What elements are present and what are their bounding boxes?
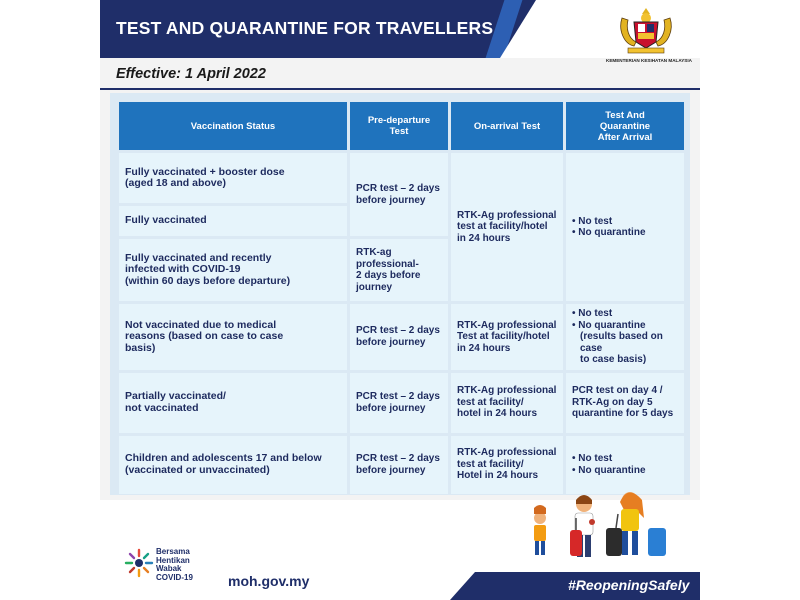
website-link[interactable]: moh.gov.my bbox=[228, 573, 310, 589]
pre-departure-cell bbox=[350, 436, 448, 494]
header-after-arrival bbox=[566, 102, 684, 150]
logo-line: Hentikan bbox=[156, 555, 190, 565]
ministry-label: KEMENTERIAN KESIHATAN MALAYSIA bbox=[606, 58, 692, 63]
status-cell bbox=[119, 436, 347, 494]
after-line: RTK-Ag on day 5 bbox=[572, 396, 653, 408]
arrival-line: RTK-Ag professional bbox=[457, 385, 557, 397]
pre-line: before journey bbox=[356, 336, 426, 348]
status-line: (aged 18 and above) bbox=[125, 177, 226, 189]
logo-line: Bersama bbox=[156, 547, 190, 556]
after-arrival-cell bbox=[566, 153, 684, 301]
pre-line: professional- bbox=[356, 258, 419, 270]
header-after-line: After Arrival bbox=[597, 131, 653, 143]
campaign-logo-text bbox=[156, 548, 226, 582]
travellers-illustration bbox=[520, 470, 690, 570]
after-line: • No test bbox=[572, 453, 678, 465]
after-line: • No test bbox=[572, 308, 678, 320]
table-row bbox=[119, 304, 684, 370]
header-vaccination-status: Vaccination Status bbox=[119, 102, 347, 150]
arrival-line: in 24 hours bbox=[457, 232, 511, 244]
arrival-line: in 24 hours bbox=[457, 342, 511, 354]
logo-line: COVID-19 bbox=[156, 572, 193, 582]
status-line: Fully vaccinated and recently bbox=[125, 251, 272, 264]
table-header-row bbox=[119, 102, 684, 150]
on-arrival-cell bbox=[451, 373, 563, 433]
after-line: quarantine for 5 days bbox=[572, 408, 674, 420]
after-line: • No quarantine bbox=[572, 320, 678, 332]
pre-line: PCR test – 2 days bbox=[356, 325, 440, 337]
after-arrival-cell bbox=[566, 373, 684, 433]
status-line: (vaccinated or unvaccinated) bbox=[125, 463, 270, 476]
status-line: not vaccinated bbox=[125, 401, 199, 414]
logo-line: Wabak bbox=[156, 564, 182, 573]
pre-line: before journey bbox=[356, 464, 426, 476]
poster bbox=[100, 0, 700, 600]
divider bbox=[100, 88, 700, 90]
status-line: (within 60 days before departure) bbox=[125, 274, 291, 287]
arrival-line: RTK-Ag professional bbox=[457, 319, 557, 331]
status-line: Not vaccinated due to medical bbox=[125, 318, 277, 331]
header-after-line: Test And bbox=[605, 109, 645, 121]
arrival-line: test at facility/ bbox=[457, 458, 524, 470]
pre-departure-cell bbox=[350, 373, 448, 433]
arrival-line: RTK-Ag professional bbox=[457, 447, 557, 459]
pre-line: PCR test – 2 days bbox=[356, 453, 440, 464]
arrival-line: Hotel in 24 hours bbox=[457, 470, 539, 482]
header-pre-line: Pre-departure bbox=[367, 115, 431, 126]
header-after-line: Quarantine bbox=[599, 120, 651, 132]
status-cell bbox=[119, 239, 347, 301]
rules-table bbox=[116, 99, 687, 497]
status-line: Fully vaccinated bbox=[125, 214, 207, 227]
status-line: basis) bbox=[125, 341, 156, 354]
rules-table-panel bbox=[110, 93, 690, 495]
arrival-line: test at facility/ bbox=[457, 396, 524, 408]
pre-line: 2 days before bbox=[356, 270, 421, 281]
pre-departure-cell bbox=[350, 304, 448, 370]
pre-line: PCR test – 2 days bbox=[356, 391, 440, 402]
after-line: • No quarantine bbox=[572, 465, 678, 477]
campaign-logo-icon bbox=[124, 548, 154, 578]
status-line: reasons (based on case to case bbox=[125, 330, 284, 342]
header-on-arrival: On-arrival Test bbox=[451, 102, 563, 150]
status-cell bbox=[119, 206, 347, 236]
pre-line: journey bbox=[356, 281, 393, 293]
on-arrival-cell bbox=[451, 153, 563, 301]
arrival-line: RTK-Ag professional bbox=[457, 209, 557, 221]
on-arrival-cell bbox=[451, 304, 563, 370]
table-row bbox=[119, 373, 684, 433]
pre-line: RTK-ag bbox=[356, 247, 392, 258]
status-cell bbox=[119, 373, 347, 433]
pre-line: before journey bbox=[356, 402, 426, 414]
header-pre-line: Test bbox=[389, 126, 409, 137]
after-line: • No quarantine bbox=[572, 227, 678, 239]
arrival-line: Test at facility/hotel bbox=[457, 331, 550, 342]
effective-date: Effective: 1 April 2022 bbox=[116, 66, 266, 82]
header-pre-departure bbox=[350, 102, 448, 150]
pre-departure-cell bbox=[350, 153, 448, 236]
after-line: • No test bbox=[572, 216, 678, 228]
hashtag: #ReopeningSafely bbox=[568, 577, 690, 593]
after-arrival-cell bbox=[566, 304, 684, 370]
status-line: Children and adolescents 17 and below bbox=[125, 452, 322, 464]
arrival-line: hotel in 24 hours bbox=[457, 408, 538, 420]
pre-departure-cell bbox=[350, 239, 448, 301]
status-cell bbox=[119, 304, 347, 370]
pre-line: PCR test – 2 days bbox=[356, 183, 440, 194]
status-cell bbox=[119, 153, 347, 203]
coat-of-arms-icon bbox=[614, 6, 678, 56]
after-line: PCR test on day 4 / bbox=[572, 385, 663, 397]
status-line: infected with COVID-19 bbox=[125, 263, 241, 276]
pre-line: before journey bbox=[356, 194, 426, 206]
after-line: to case basis) bbox=[580, 354, 647, 365]
after-line: (results based on case bbox=[580, 331, 663, 354]
status-line: Partially vaccinated/ bbox=[125, 390, 226, 402]
arrival-line: test at facility/hotel bbox=[457, 221, 548, 233]
page-title: TEST AND QUARANTINE FOR TRAVELLERS bbox=[116, 18, 494, 38]
table-row bbox=[119, 153, 684, 203]
status-line: Fully vaccinated + booster dose bbox=[125, 165, 285, 178]
